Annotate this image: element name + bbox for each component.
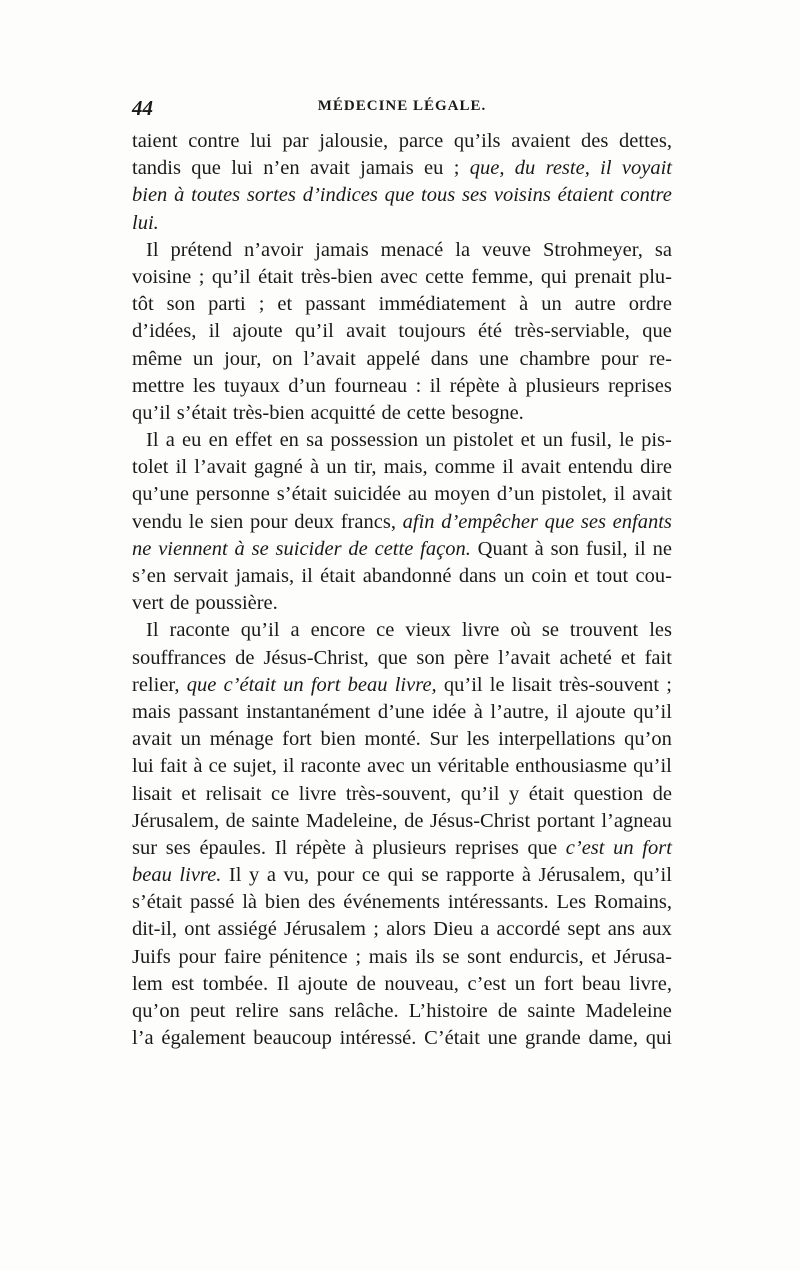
text-line: tolet il l’avait gagné à un tir, mais, comme il avait entendu dire	[132, 456, 672, 479]
text-line: beau livre. Il y a vu, pour ce qui se rapporte à Jérusalem, qu’il	[132, 864, 672, 887]
text-line: taient contre lui par jalousie, parce qu’ils avaient des dettes,	[132, 130, 672, 152]
text-line: voisine ; qu’il était très-bien avec cette femme, qui prenait plu-	[132, 265, 672, 288]
text-line: tandis que lui n’en avait jamais eu ; que, du reste, il voyait	[132, 157, 672, 180]
text-line: même un jour, on l’avait appelé dans une chambre pour re-	[132, 347, 672, 370]
text-line: Il raconte qu’il a encore ce vieux livre où se trouvent les	[146, 619, 672, 642]
running-title: MÉDECINE LÉGALE.	[317, 98, 487, 114]
text-line: vendu le sien pour deux francs, afin d’empêcher que ses enfants	[132, 510, 672, 533]
text-line: dit-il, ont assiégé Jérusalem ; alors Dieu a accordé sept ans aux	[132, 918, 672, 941]
text-line: Il prétend n’avoir jamais menacé la veuve Strohmeyer, sa	[146, 238, 672, 261]
text-line: lisait et relisait ce livre très-souvent, qu’il y était question de	[132, 782, 672, 805]
text-line: lem est tombée. Il ajoute de nouveau, c’est un fort beau livre,	[132, 972, 672, 995]
text-line: l’a également beaucoup intéressé. C’était une grande dame, qui	[132, 1027, 672, 1050]
text-line: tôt son parti ; et passant immédiatement à un autre ordre	[132, 293, 672, 316]
text-line: mais passant instantanément d’une idée à l’autre, il ajoute qu’il	[132, 700, 672, 723]
page-header	[132, 96, 672, 124]
text-line: relier, que c’était un fort beau livre, qu’il le lisait très-souvent ;	[132, 673, 672, 696]
text-line: ne viennent à se suicider de cette façon. Quant à son fusil, il ne	[132, 537, 672, 560]
text-line: d’idées, il ajoute qu’il avait toujours été très-serviable, que	[132, 320, 672, 343]
text-line: qu’il s’était très-bien acquitté de cette besogne.	[132, 401, 524, 424]
text-line: qu’on peut relire sans relâche. L’histoire de sainte Madeleine	[132, 1000, 672, 1022]
page-number: 44	[132, 96, 153, 120]
text-line: mettre les tuyaux d’un fourneau : il répète à plusieurs reprises	[132, 374, 672, 397]
text-line: Il a eu en effet en sa possession un pistolet et un fusil, le pis-	[146, 429, 672, 452]
text-line: s’en servait jamais, il était abandonné dans un coin et tout cou-	[132, 565, 672, 587]
text-line: lui.	[132, 211, 159, 234]
text-line: Jérusalem, de sainte Madeleine, de Jésus-Christ portant l’agneau	[132, 809, 672, 832]
text-line: bien à toutes sortes d’indices que tous ses voisins étaient contre	[132, 184, 672, 207]
text-line: avait un ménage fort bien monté. Sur les interpellations qu’on	[132, 728, 672, 751]
body-text	[132, 128, 672, 1052]
text-line: lui fait à ce sujet, il raconte avec un véritable enthousiasme qu’il	[132, 755, 672, 778]
text-line: souffrances de Jésus-Christ, que son père l’avait acheté et fait	[132, 646, 672, 669]
text-line: Juifs pour faire pénitence ; mais ils se sont endurcis, et Jérusa-	[132, 945, 672, 968]
text-line: sur ses épaules. Il répète à plusieurs reprises que c’est un fort	[132, 836, 672, 859]
text-line: qu’une personne s’était suicidée au moyen d’un pistolet, il avait	[132, 483, 672, 506]
text-line: s’était passé là bien des événements intéressants. Les Romains,	[132, 891, 672, 914]
text-line: vert de poussière.	[132, 592, 278, 615]
